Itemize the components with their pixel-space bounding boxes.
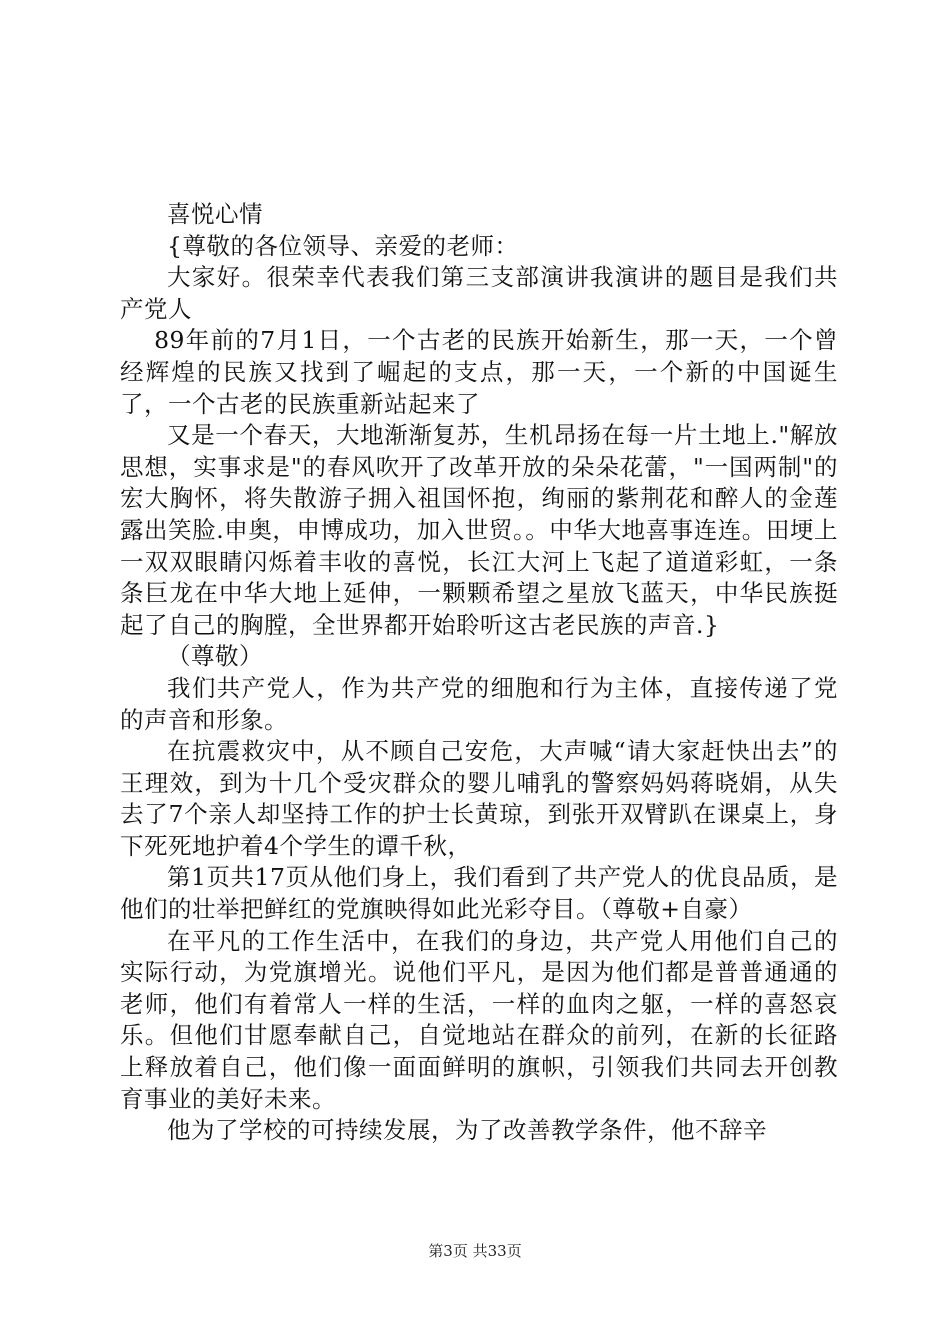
paragraph-history: 89年前的7月1日，一个古老的民族开始新生，那一天，一个曾经辉煌的民族又找到了崛起的支点，那一天，一个新的中国诞生了，一个古老的民族重新站起来了 xyxy=(120,326,838,418)
paragraph-spring: 又是一个春天，大地渐渐复苏，生机昂扬在每一片土地上."解放思想，实事求是"的春风吹开了改革开放的朵朵花蕾，"一国两制"的宏大胸怀，将失散游子拥入祖国怀抱，绚丽的紫荆花和醉人的金莲露出笑脸.申奥，申博成功，加入世贸。。中华大地喜事连连。田埂上一双双眼睛闪烁着丰收的喜悦，长江大河上飞起了道道彩虹，一条条巨龙在中华大地上延伸，一颗颗希望之星放飞蓝天，中华民族挺起了自己的胸膛，全世界都开始聆听这古老民族的声音.} xyxy=(120,421,838,639)
paragraph-title: 喜悦心情 xyxy=(167,200,263,228)
paragraph-salutation: {尊敬的各位领导、亲爱的老师： xyxy=(167,231,519,260)
paragraph-tone-note: （尊敬） xyxy=(167,642,263,671)
paragraph-qualities: 第1页共17页从他们身上，我们看到了共产党人的优良品质，是他们的壮举把鲜红的党旗映得如此光彩夺目。（尊敬+自豪） xyxy=(120,863,838,924)
document-body xyxy=(120,199,838,1147)
paragraph-greeting: 大家好。很荣幸代表我们第三支部演讲我演讲的题目是我们共产党人 xyxy=(120,263,838,323)
page-footer: 第3页 共33页 xyxy=(428,1242,522,1260)
paragraph-ordinary-work: 在平凡的工作生活中，在我们的身边，共产党人用他们自己的实际行动，为党旗增光。说他们平凡，是因为他们都是普普通通的老师，他们有着常人一样的生活，一样的血肉之躯，一样的喜怒哀乐。但他们甘愿奉献自己，自觉地站在群众的前列，在新的长征路上释放着自己，他们像一面面鲜明的旗帜，引领我们共同去开创教育事业的美好未来。 xyxy=(120,926,838,1113)
paragraph-party-members: 我们共产党人，作为共产党的细胞和行为主体，直接传递了党的声音和形象。 xyxy=(120,673,838,734)
paragraph-earthquake-relief: 在抗震救灾中，从不顾自己安危，大声喊“请大家赶快出去”的王理效，到为十几个受灾群众的婴儿哺乳的警察妈妈蒋晓娟，从失去了7个亲人却坚持工作的护士长黄琼，到张开双臂趴在课桌上，身下死死地护着4个学生的谭千秋， xyxy=(120,737,838,860)
paragraph-school-development: 他为了学校的可持续发展，为了改善教学条件，他不辞辛 xyxy=(167,1116,767,1145)
